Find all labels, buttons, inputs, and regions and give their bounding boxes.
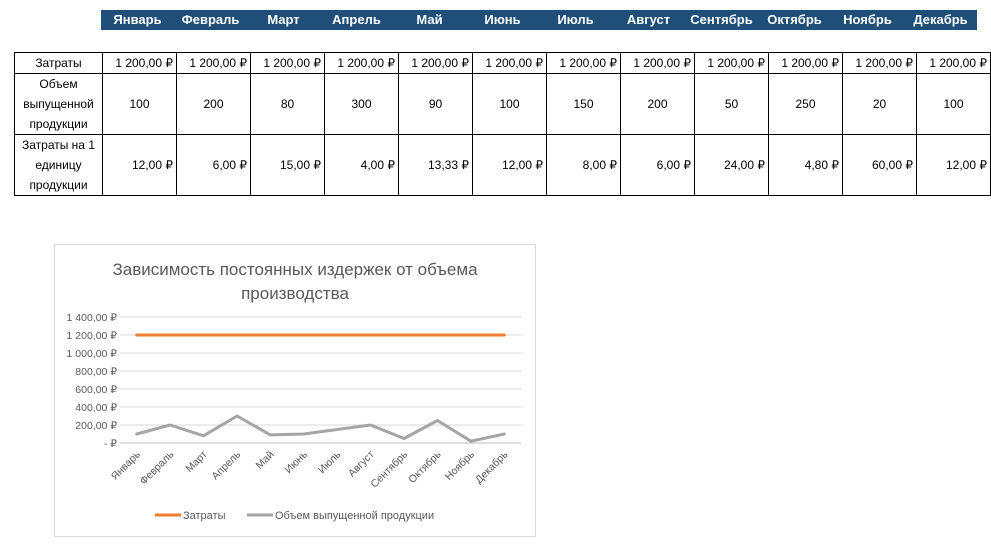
table-cell[interactable]: 1 200,00 ₽	[103, 53, 177, 74]
table-cell[interactable]: 20	[843, 74, 917, 135]
legend-label: Объем выпущенной продукции	[275, 510, 435, 522]
month-header: Апрель	[332, 12, 381, 27]
table-cell[interactable]: 4,80 ₽	[769, 135, 843, 196]
row-label[interactable]: Объем выпущенной продукции	[15, 74, 103, 135]
cost-chart	[54, 244, 536, 537]
table-cell[interactable]: 1 200,00 ₽	[325, 53, 399, 74]
table-cell[interactable]: 1 200,00 ₽	[251, 53, 325, 74]
series-line	[137, 416, 505, 441]
table-cell[interactable]: 12,00 ₽	[103, 135, 177, 196]
table-cell[interactable]: 90	[399, 74, 473, 135]
table-cell[interactable]: 1 200,00 ₽	[399, 53, 473, 74]
y-tick-label: 1 000,00 ₽	[66, 348, 117, 360]
table-cell[interactable]: 100	[473, 74, 547, 135]
x-tick-label: Февраль	[137, 448, 177, 488]
table-cell[interactable]: 1 200,00 ₽	[473, 53, 547, 74]
table-cell[interactable]: 12,00 ₽	[917, 135, 991, 196]
month-header: Июнь	[484, 12, 521, 27]
y-tick-label: 200,00 ₽	[75, 420, 117, 432]
y-tick-label: 1 400,00 ₽	[66, 312, 117, 324]
y-tick-label: 600,00 ₽	[75, 384, 117, 396]
x-tick-label: Январь	[108, 448, 143, 483]
y-tick-label: 400,00 ₽	[75, 402, 117, 414]
x-tick-label: Ноябрь	[442, 448, 477, 483]
table-cell[interactable]: 200	[621, 74, 695, 135]
x-tick-label: Декабрь	[472, 448, 511, 487]
table-row	[15, 53, 991, 74]
table-cell[interactable]: 6,00 ₽	[621, 135, 695, 196]
table-cell[interactable]: 15,00 ₽	[251, 135, 325, 196]
x-tick-label: Апрель	[209, 448, 244, 483]
x-tick-label: Март	[183, 448, 210, 475]
table-cell[interactable]: 80	[251, 74, 325, 135]
table-cell[interactable]: 1 200,00 ₽	[917, 53, 991, 74]
y-tick-label: 800,00 ₽	[75, 366, 117, 378]
month-header: Сентябрь	[690, 12, 753, 27]
x-tick-label: Август	[345, 448, 377, 480]
table-cell[interactable]: 24,00 ₽	[695, 135, 769, 196]
table-cell[interactable]: 13,33 ₽	[399, 135, 473, 196]
x-tick-label: Май	[253, 448, 277, 472]
table-cell[interactable]: 200	[177, 74, 251, 135]
month-header: Март	[267, 12, 300, 27]
table-cell[interactable]: 12,00 ₽	[473, 135, 547, 196]
table-cell[interactable]: 150	[547, 74, 621, 135]
row-label[interactable]: Затраты	[15, 53, 103, 74]
table-cell[interactable]: 1 200,00 ₽	[177, 53, 251, 74]
table-cell[interactable]: 1 200,00 ₽	[843, 53, 917, 74]
table-cell[interactable]: 1 200,00 ₽	[621, 53, 695, 74]
table-row	[15, 135, 991, 196]
month-header: Октябрь	[767, 12, 822, 27]
table-cell[interactable]: 250	[769, 74, 843, 135]
x-tick-label: Июль	[315, 448, 344, 477]
table-cell[interactable]: 1 200,00 ₽	[695, 53, 769, 74]
table-cell[interactable]: 1 200,00 ₽	[547, 53, 621, 74]
table-cell[interactable]: 300	[325, 74, 399, 135]
table-cell[interactable]: 8,00 ₽	[547, 135, 621, 196]
month-header: Август	[626, 12, 671, 27]
month-header: Май	[416, 12, 443, 27]
cost-table	[14, 52, 991, 196]
table-cell[interactable]: 1 200,00 ₽	[769, 53, 843, 74]
row-label[interactable]: Затраты на 1 единицу продукции	[15, 135, 103, 196]
month-header: Июль	[557, 12, 594, 27]
table-cell[interactable]: 4,00 ₽	[325, 135, 399, 196]
x-tick-label: Октябрь	[406, 448, 444, 486]
x-tick-label: Июнь	[282, 448, 310, 477]
legend-label: Затраты	[183, 510, 226, 522]
month-header: Январь	[113, 12, 162, 27]
chart-title-line: Зависимость постоянных издержек от объема	[112, 260, 478, 279]
month-header: Февраль	[181, 12, 240, 27]
y-tick-label: - ₽	[103, 438, 117, 450]
y-tick-label: 1 200,00 ₽	[66, 330, 117, 342]
table-cell[interactable]: 50	[695, 74, 769, 135]
month-header-band	[101, 10, 977, 30]
table-cell[interactable]: 100	[103, 74, 177, 135]
table-row	[15, 74, 991, 135]
chart-title-line: производства	[241, 284, 349, 303]
table-cell[interactable]: 100	[917, 74, 991, 135]
x-tick-label: Сентябрь	[368, 448, 411, 491]
month-header: Ноябрь	[843, 12, 892, 27]
table-cell[interactable]: 60,00 ₽	[843, 135, 917, 196]
chart-canvas	[55, 245, 535, 536]
month-header: Декабрь	[913, 12, 968, 27]
table-cell[interactable]: 6,00 ₽	[177, 135, 251, 196]
